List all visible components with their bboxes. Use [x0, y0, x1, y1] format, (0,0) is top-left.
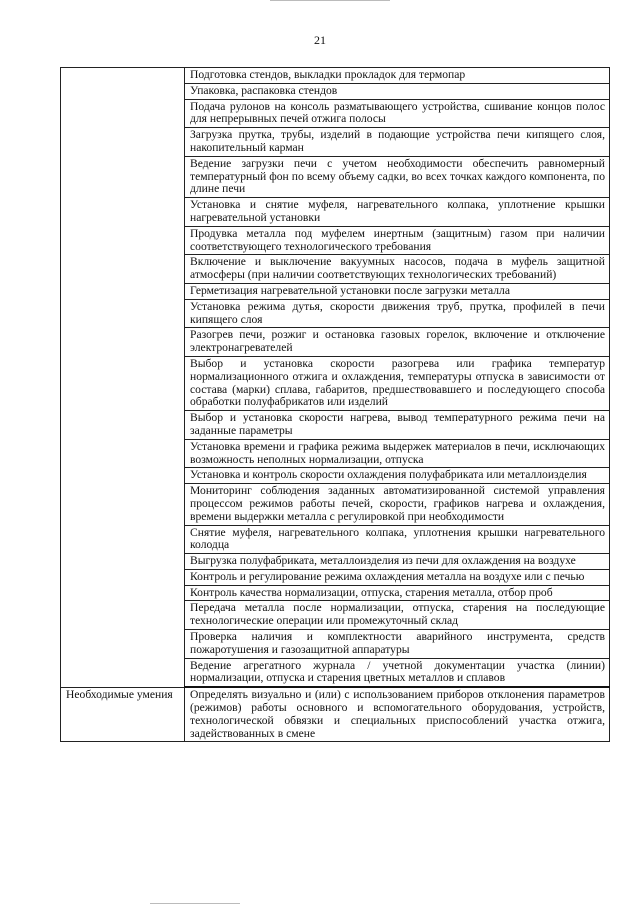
- empty-label-cell: [61, 68, 185, 688]
- labor-action-cell: Ведение агрегатного журнала / учетной документации участка (линии) нормализации, отпуска и старения цветных металлов и сплавов: [185, 658, 610, 687]
- labor-action-cell: Проверка наличия и комплектности аварийного инструмента, средств пожаротушения и газозащитной аппаратуры: [185, 630, 610, 659]
- labor-action-cell: Упаковка, распаковка стендов: [185, 83, 610, 99]
- labor-action-cell: Подготовка стендов, выкладки прокладок для термопар: [185, 68, 610, 84]
- scan-artifact: [150, 903, 240, 904]
- labor-action-cell: Разогрев печи, розжиг и остановка газовых горелок, включение и отключение электронагревателей: [185, 328, 610, 357]
- labor-action-cell: Контроль качества нормализации, отпуска, старения металла, отбор проб: [185, 585, 610, 601]
- labor-action-cell: Снятие муфеля, нагревательного колпака, уплотнения крышки нагревательного колодца: [185, 525, 610, 554]
- page-number: 21: [314, 33, 326, 47]
- labor-action-cell: Загрузка прутка, трубы, изделий в подающие устройства печи кипящего слоя, накопительный карман: [185, 128, 610, 157]
- labor-action-cell: Выбор и установка скорости нагрева, вывод температурного режима печи на заданные параметры: [185, 411, 610, 440]
- labor-action-cell: Установка и контроль скорости охлаждения полуфабриката или металлоизделия: [185, 468, 610, 484]
- labor-action-cell: Выгрузка полуфабриката, металлоизделия из печи для охлаждения на воздухе: [185, 554, 610, 570]
- labor-action-cell: Контроль и регулирование режима охлаждения металла на воздухе или с печью: [185, 569, 610, 585]
- labor-action-cell: Выбор и установка скорости разогрева или графика температур нормализационного отжига и охлаждения, температуры отпуска в зависимости от состава (марки) сплава, габаритов, предшествовавшего и последующего способа обработки полуфабрикатов или изделий: [185, 356, 610, 410]
- labor-action-cell: Установка времени и графика режима выдержек материалов в печи, исключающих возможность неполных нормализации, отпуска: [185, 439, 610, 468]
- labor-action-cell: Герметизация нагревательной установки после загрузки металла: [185, 283, 610, 299]
- labor-action-cell: Ведение загрузки печи с учетом необходимости обеспечить равномерный температурный фон по всему объему садки, во всех точках каждого компонента, по длине печи: [185, 156, 610, 197]
- labor-action-cell: Подача рулонов на консоль разматывающего устройства, сшивание концов полос для непрерывных печей отжига полосы: [185, 99, 610, 128]
- labor-action-cell: Установка и снятие муфеля, нагревательного колпака, уплотнение крышки нагревательной установки: [185, 198, 610, 227]
- table-body: [61, 68, 610, 742]
- labor-action-cell: Мониторинг соблюдения заданных автоматизированной системой управления процессом режимов работы печей, скорости, графиков нагрева и охлаждения, времени выдержки металла с регулировкой при необходимости: [185, 484, 610, 525]
- labor-action-cell: Продувка металла под муфелем инертным (защитным) газом при наличии соответствующего технологического требования: [185, 226, 610, 255]
- skills-label-cell: Необходимые умения: [61, 687, 185, 742]
- labor-action-cell: Установка режима дутья, скорости движения труб, прутка, профилей в печи кипящего слоя: [185, 299, 610, 328]
- skill-cell: Определять визуально и (или) с использованием приборов отклонения параметров (режимов) работы основного и вспомогательного оборудования, устройств, технологической обвязки и специальных приспособлений участка отжига, задействованных в смене: [185, 687, 610, 742]
- table-row: [61, 687, 610, 742]
- labor-action-cell: Включение и выключение вакуумных насосов, подача в муфель защитной атмосферы (при наличии соответствующих технологических требований): [185, 255, 610, 284]
- labor-action-cell: Передача металла после нормализации, отпуска, старения на последующие технологические операции или промежуточный склад: [185, 601, 610, 630]
- scan-artifact: [270, 0, 390, 1]
- labor-functions-table: [60, 67, 610, 742]
- table-row: [61, 68, 610, 84]
